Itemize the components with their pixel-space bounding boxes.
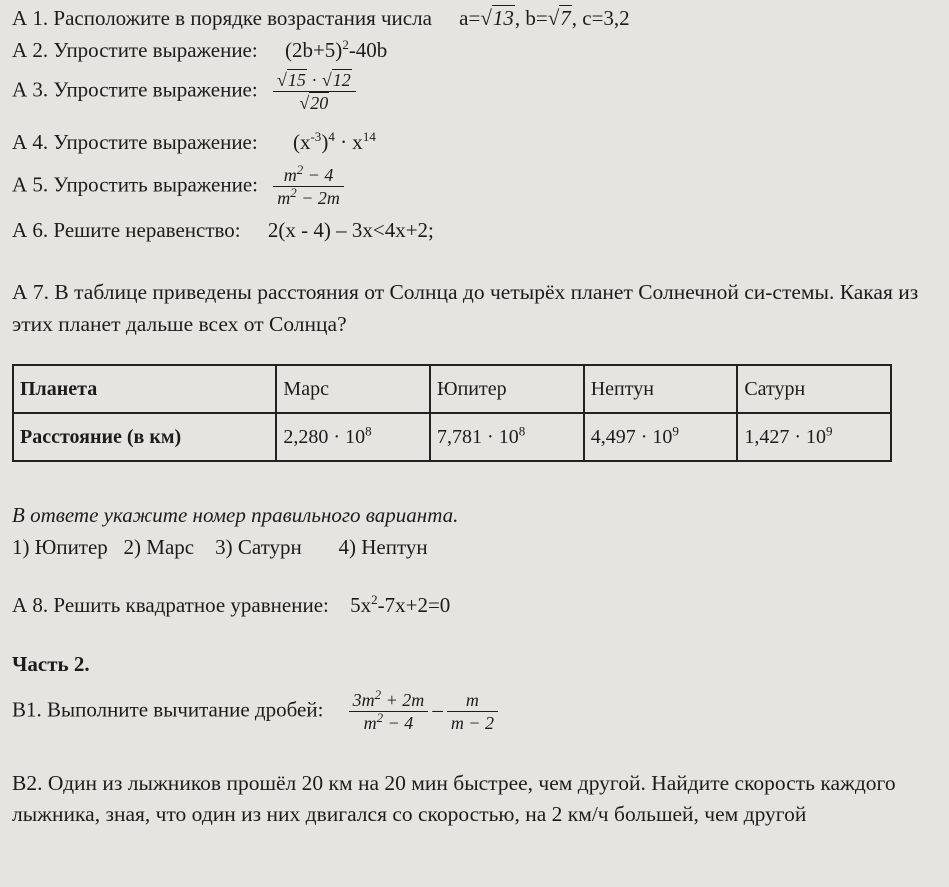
- table-row: [13, 365, 891, 413]
- task-a7-text: А 7. В таблице приведены расстояния от Солнца до четырёх планет Солнечной си-стемы. Какая из этих планет дальше всех от Солнца?: [12, 280, 919, 336]
- table-cell: Марс: [276, 365, 430, 413]
- task-a5: [12, 162, 348, 208]
- task-a3: [12, 70, 360, 113]
- table-cell: $4,497 \cdot 10^9$: [584, 413, 738, 461]
- task-a6-inequality: 2(x - 4) – 3x<4x+2;: [267, 218, 434, 242]
- task-a4-label: А 4. Упростите выражение:: [12, 130, 258, 154]
- task-a2: [12, 38, 387, 63]
- task-a5-label: А 5. Упростить выражение:: [12, 172, 258, 197]
- table-header-cell: Расстояние (в км): [13, 413, 276, 461]
- task-a7-instruction: В ответе укажите номер правильного варианта.: [12, 503, 459, 527]
- table-header-cell: Планета: [13, 365, 276, 413]
- task-b1-label: В1. Выполните вычитание дробей:: [12, 697, 324, 722]
- task-b1-fraction-1: $\frac{3m^2 + 2m}{m^2 - 4}$: [349, 690, 429, 733]
- task-a1: [12, 6, 630, 31]
- table-cell: $1,427 \cdot 10^9$: [737, 413, 891, 461]
- table-cell: Юпитер: [430, 365, 584, 413]
- task-a6-label: А 6. Решите неравенство:: [12, 218, 241, 242]
- task-b2-text: В2. Один из лыжников прошёл 20 км на 20 мин быстрее, чем другой. Найдите скорость каждого лыжника, зная, что один из них двигался со скоростью, на 2 км/ч большей, чем другой: [12, 771, 896, 826]
- planets-table: [12, 364, 892, 462]
- task-a6: [12, 218, 434, 243]
- part-2-heading: Часть 2.: [12, 652, 90, 676]
- task-a1-numbers: a=√13, b=√7, c=3,2: [459, 6, 630, 30]
- table-cell: $7,781 \cdot 10^8$: [430, 413, 584, 461]
- task-a2-label: А 2. Упростите выражение:: [12, 38, 258, 62]
- task-a5-fraction: $\frac{m^2 - 4}{m^2 - 2m}$: [273, 165, 344, 208]
- task-a3-fraction: $\frac{√15 \cdot √12}{√20}$: [273, 70, 356, 113]
- task-a4-expression: $(x^{-3})^4 \cdot x^{14}$: [292, 129, 376, 154]
- task-a7-options: 1) Юпитер 2) Марс 3) Сатурн 4) Нептун: [12, 535, 428, 559]
- sqrt-7: √7: [547, 6, 571, 30]
- table-row: [13, 413, 891, 461]
- minus-sign: –: [432, 697, 443, 722]
- task-a4: [12, 130, 376, 155]
- task-a1-label: А 1. Расположите в порядке возрастания числа: [12, 6, 432, 30]
- sqrt-13: √13: [480, 6, 514, 30]
- task-b1: [12, 687, 502, 733]
- task-a8-label: А 8. Решить квадратное уравнение:: [12, 593, 329, 617]
- table-cell: Нептун: [584, 365, 738, 413]
- task-a2-expression: $(2b+5)^2-40b$: [284, 37, 388, 62]
- task-b1-fraction-2: $\frac{m}{m - 2}$: [447, 690, 498, 733]
- task-a8-equation: $5x^2-7x+2=0$: [350, 592, 451, 617]
- table-cell: $2,280 \cdot 10^8$: [276, 413, 430, 461]
- task-a8: [12, 593, 450, 618]
- task-a3-label: А 3. Упростите выражение:: [12, 77, 258, 102]
- table-cell: Сатурн: [737, 365, 891, 413]
